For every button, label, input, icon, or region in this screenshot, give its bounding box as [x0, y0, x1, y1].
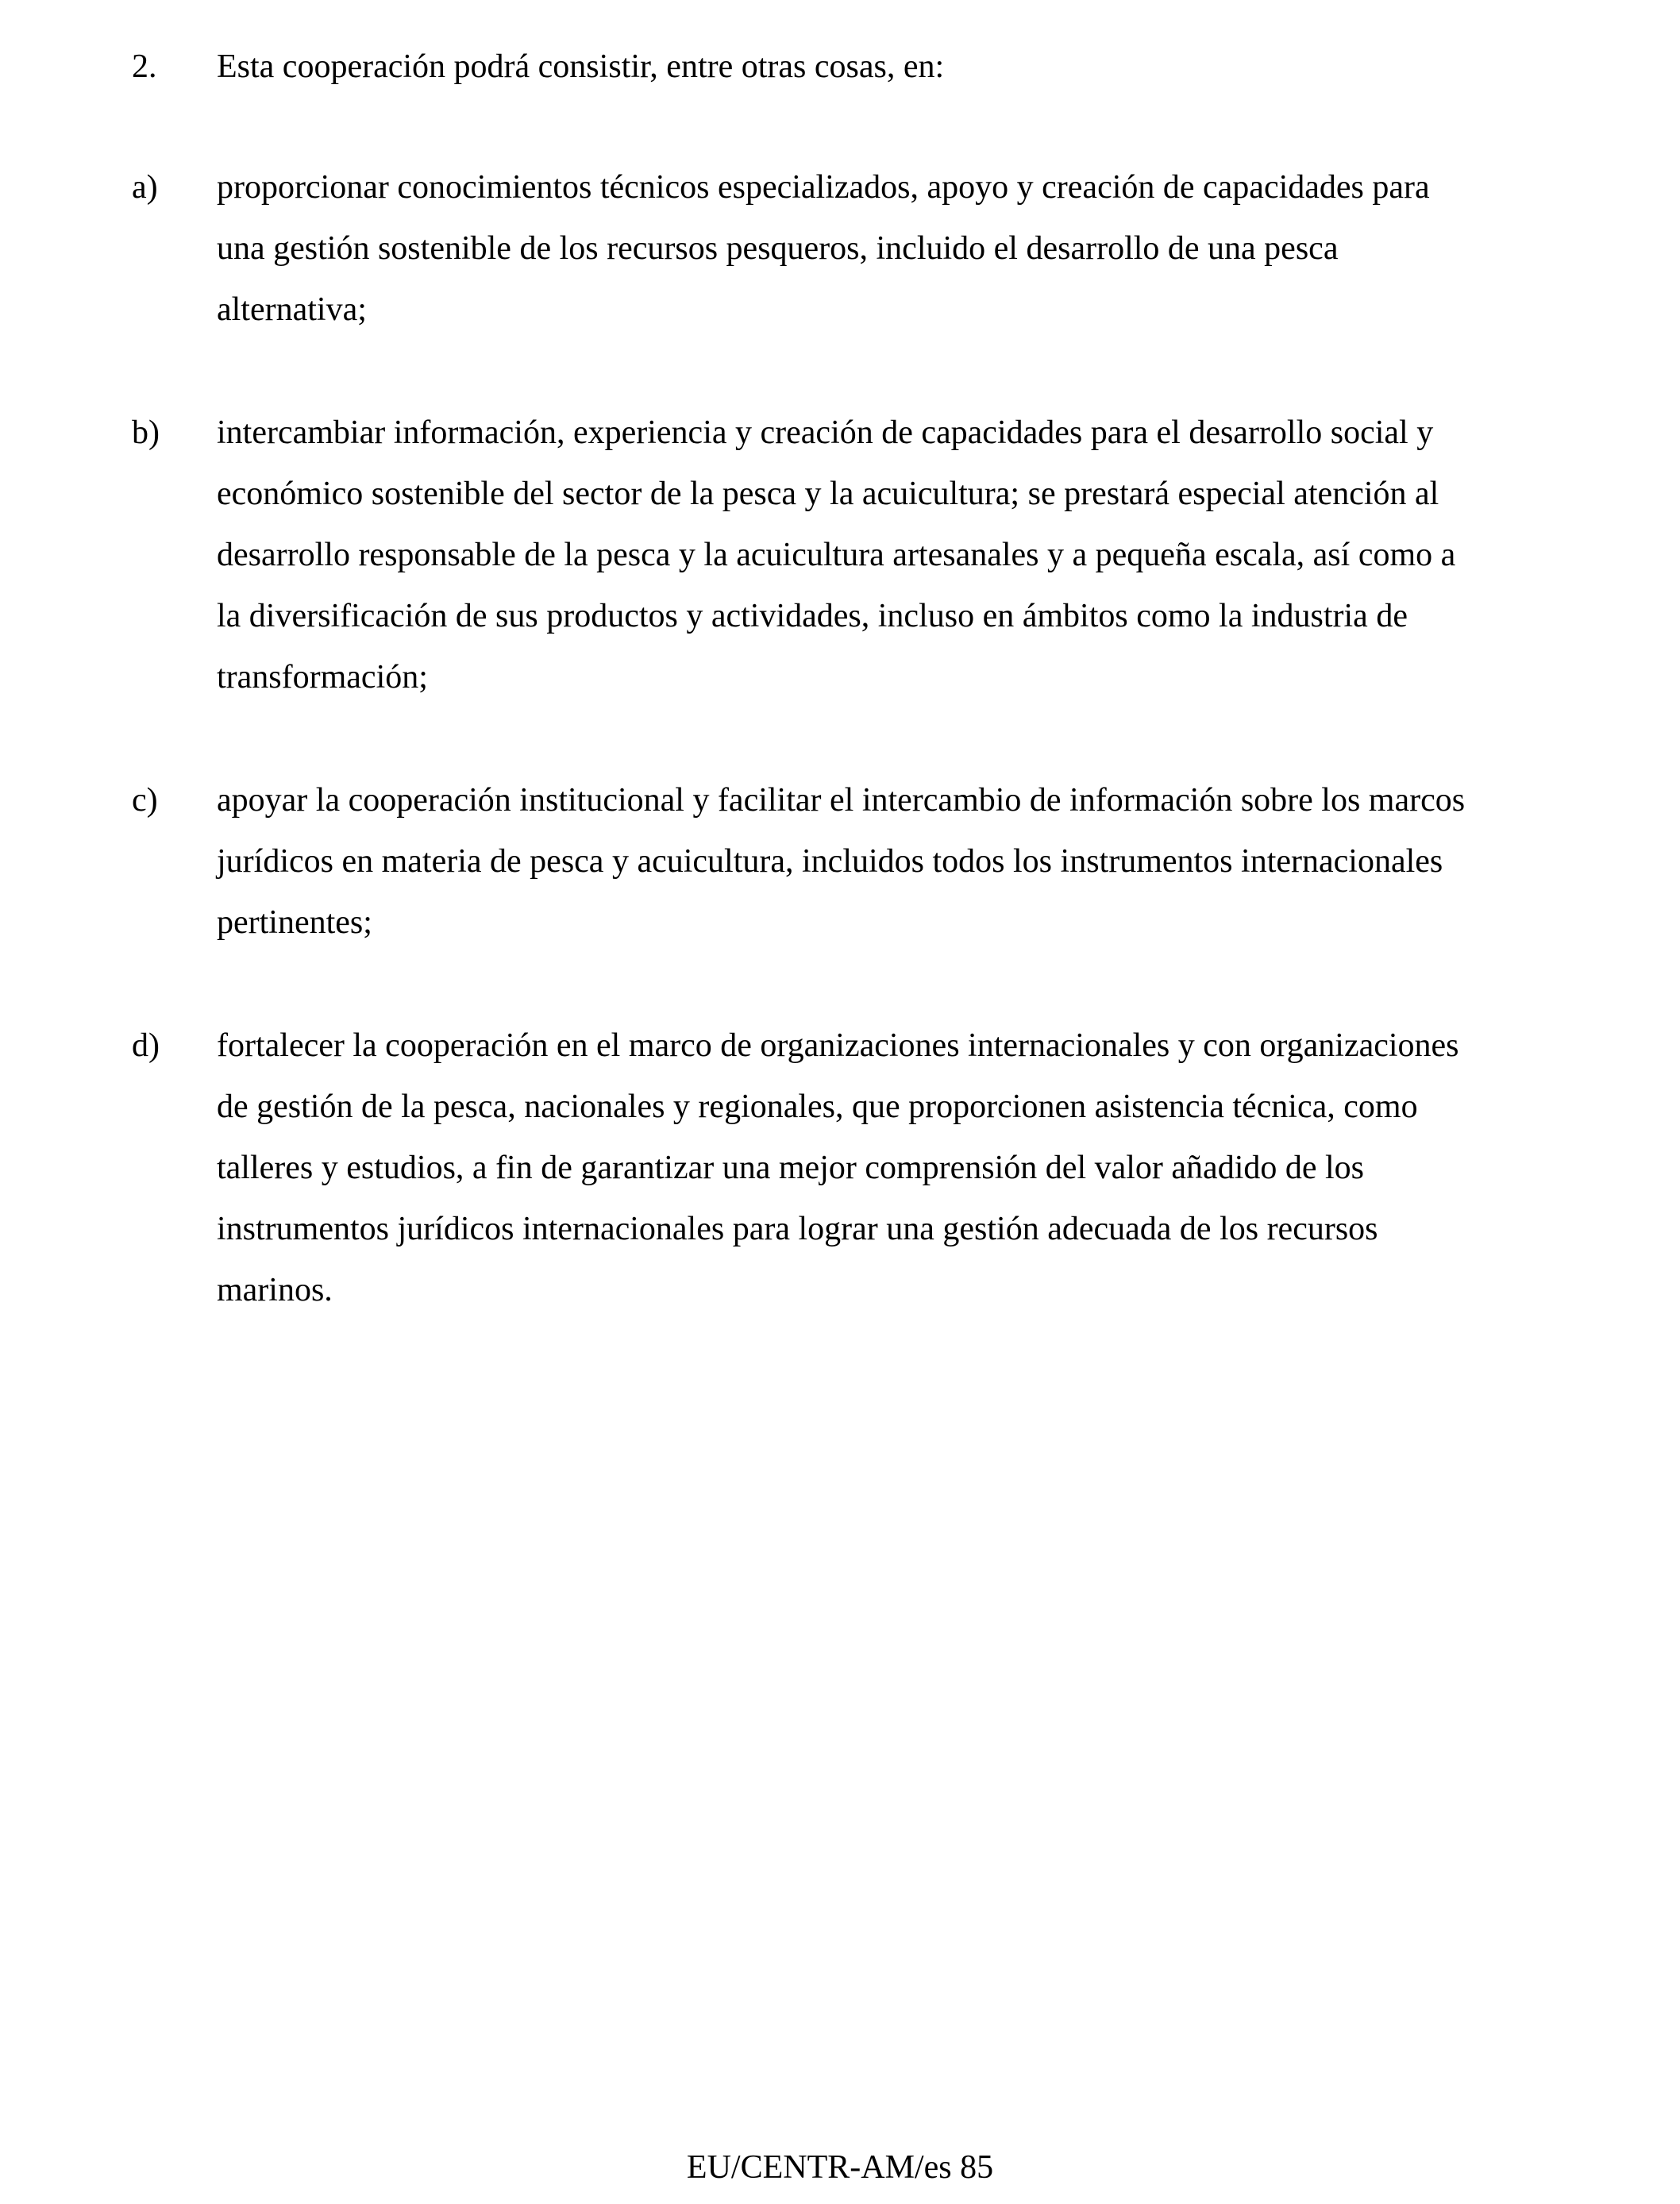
text-line: jurídicos en materia de pesca y acuicultura, incluidos todos los instrumentos internacionales: [217, 843, 1443, 880]
text-line: alternativa;: [217, 291, 367, 328]
list-item-text: [217, 1015, 1566, 1321]
list-item-text: [217, 403, 1566, 708]
text-line: intercambiar información, experiencia y creación de capacidades para el desarrollo social y: [217, 414, 1434, 451]
text-line: talleres y estudios, a fin de garantizar una mejor comprensión del valor añadido de los: [217, 1150, 1365, 1186]
text-line: pertinentes;: [217, 904, 372, 941]
text-line: económico sostenible del sector de la pesca y la acuicultura; se prestará especial atención al: [217, 476, 1439, 512]
list-item-label: a): [132, 169, 158, 206]
text-line: transformación;: [217, 659, 428, 695]
text-line: una gestión sostenible de los recursos pesqueros, incluido el desarrollo de una pesca: [217, 230, 1339, 267]
text-line: proporcionar conocimientos técnicos especializados, apoyo y creación de capacidades para: [217, 169, 1430, 206]
list-item-text: [217, 770, 1566, 954]
text-line: apoyar la cooperación institucional y facilitar el intercambio de información sobre los marcos: [217, 782, 1466, 819]
text-line: de gestión de la pesca, nacionales y regionales, que proporcionen asistencia técnica, como: [217, 1089, 1418, 1125]
text-line: la diversificación de sus productos y actividades, incluso en ámbitos como la industria de: [217, 598, 1408, 634]
paragraph-number: 2.: [132, 48, 157, 85]
list-item-label: d): [132, 1027, 160, 1064]
text-line: instrumentos jurídicos internacionales para lograr una gestión adecuada de los recursos: [217, 1211, 1378, 1247]
list-item-label: c): [132, 782, 158, 819]
list-item-label: b): [132, 414, 160, 451]
text-line: desarrollo responsable de la pesca y la acuicultura artesanales y a pequeña escala, así como a: [217, 537, 1456, 573]
text-line: marinos.: [217, 1272, 333, 1308]
text-line: fortalecer la cooperación en el marco de organizaciones internacionales y con organizaciones: [217, 1027, 1459, 1064]
text-line: Esta cooperación podrá consistir, entre otras cosas, en:: [217, 48, 945, 85]
paragraph-text: [217, 37, 1566, 98]
list-item-text: [217, 157, 1566, 341]
page-footer: EU/CENTR-AM/es 85: [686, 2149, 994, 2186]
